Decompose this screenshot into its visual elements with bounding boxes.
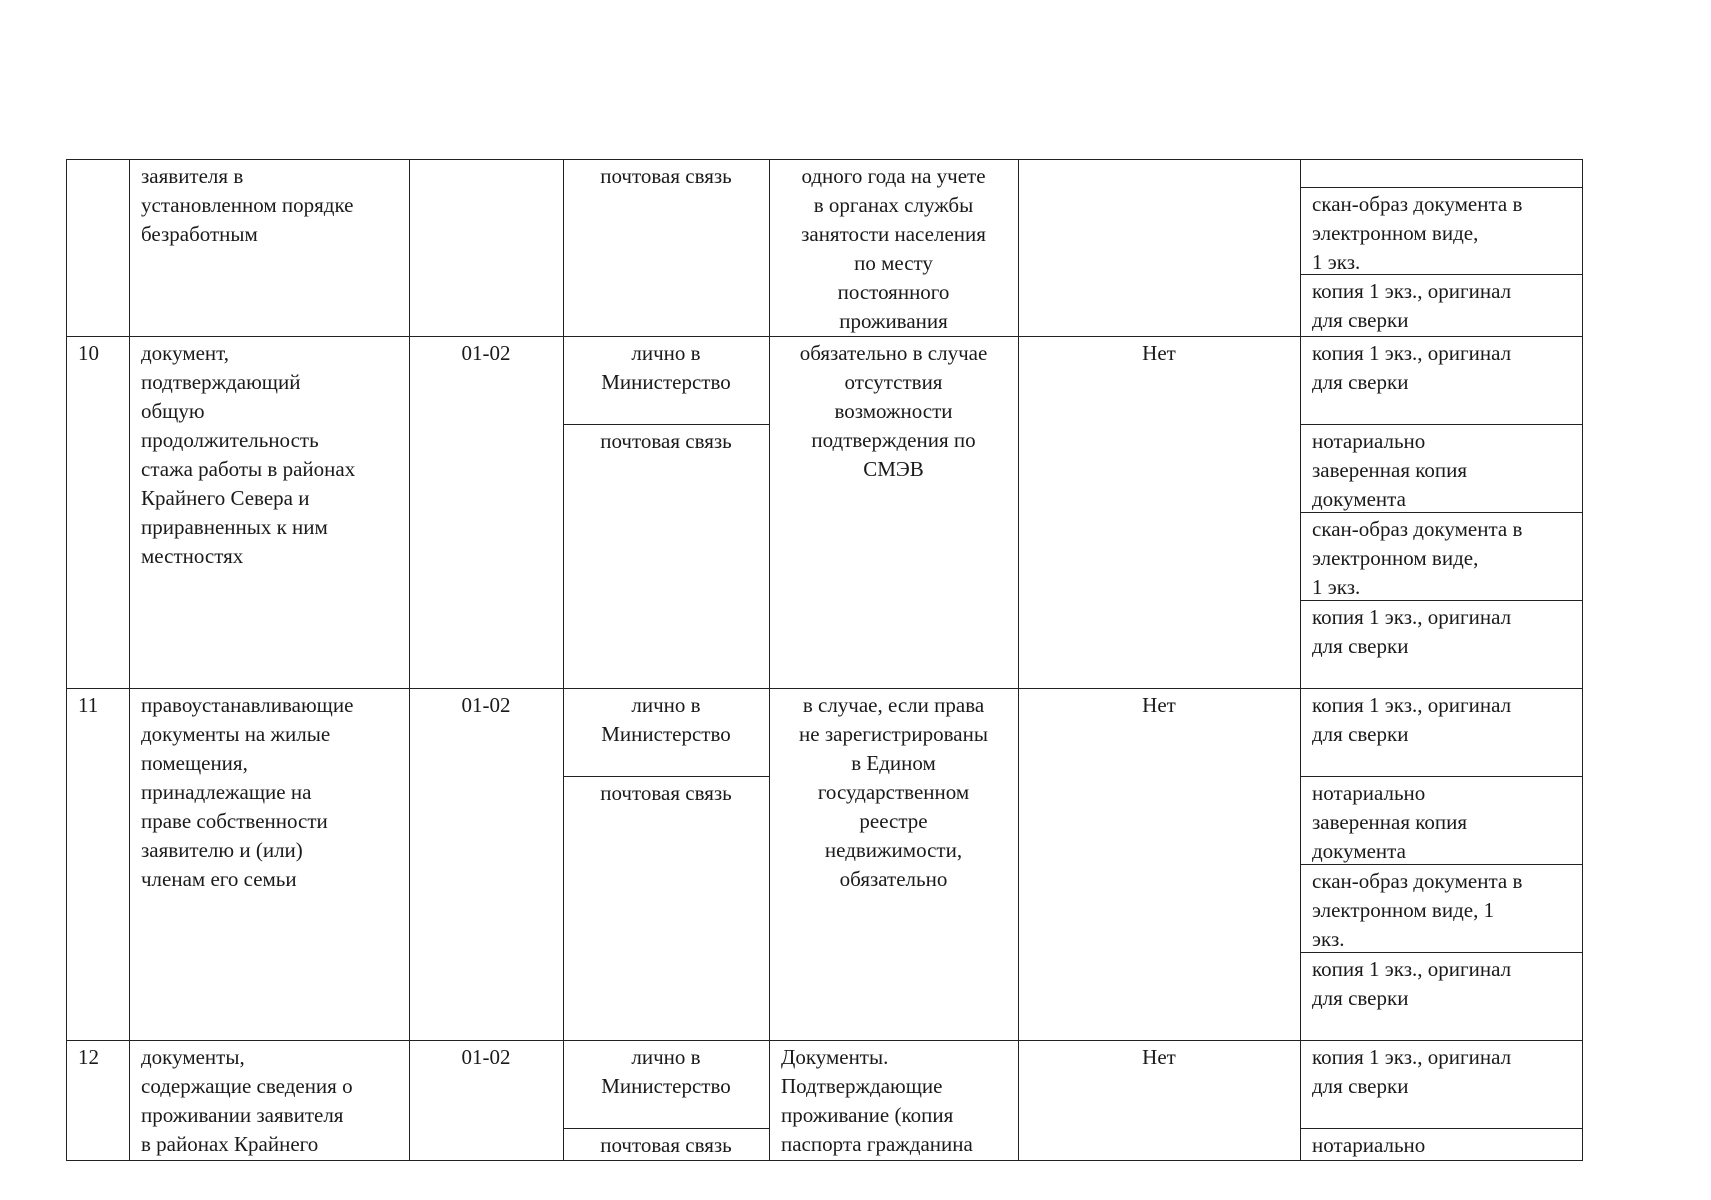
col-line-1 (129, 159, 130, 1161)
text-line: помещения, (141, 751, 248, 775)
text-line: безработным (141, 222, 258, 246)
text-line: недвижимости, (824, 838, 963, 862)
text-line: заявителю и (или) (141, 838, 303, 862)
document-name (141, 339, 355, 571)
text-line: для сверки (1312, 722, 1409, 746)
row-separator-10 (66, 336, 1582, 337)
text-line: заверенная копия (1312, 458, 1468, 482)
form-divider (1300, 776, 1582, 777)
submission-channel (563, 691, 769, 749)
text-line: для сверки (1312, 986, 1409, 1010)
document-name (141, 1043, 353, 1159)
text-line: копия 1 экз., оригинал (1312, 957, 1512, 981)
text-line: в органах службы (813, 193, 974, 217)
form-divider (1300, 187, 1582, 188)
classifier-code: 01-02 (461, 693, 511, 717)
form-divider (1300, 1128, 1582, 1129)
text-line: местностях (141, 544, 244, 568)
text-line: занятости населения (801, 222, 986, 246)
text-line: документы на жилые (141, 722, 331, 746)
text-line: 1 экз. (1312, 575, 1361, 599)
text-line: заявителя в (141, 164, 244, 188)
form-cell (1312, 339, 1574, 397)
text-line: копия 1 экз., оригинал (1312, 605, 1512, 629)
text-line: подтверждения по (811, 428, 976, 452)
form-cell (1312, 691, 1574, 749)
channel-divider-11 (563, 776, 769, 777)
text-line: одного года на учете (801, 164, 986, 188)
text-line: в районах Крайнего (141, 1132, 319, 1156)
text-line: электронном виде, 1 (1312, 898, 1495, 922)
table-top-border (66, 159, 1582, 160)
form-cell (1312, 427, 1574, 514)
text-line: для сверки (1312, 1074, 1409, 1098)
form-cell (1312, 867, 1574, 954)
submission-channel (563, 779, 769, 808)
col-line-5 (1018, 159, 1019, 1161)
text-line: копия 1 экз., оригинал (1312, 341, 1512, 365)
form-cell (1312, 779, 1574, 866)
text-line: реестре (859, 809, 928, 833)
text-line: подтверждающий (141, 370, 301, 394)
text-line: копия 1 экз., оригинал (1312, 1045, 1512, 1069)
text-line: заверенная копия (1312, 810, 1468, 834)
interaction-flag: Нет (1142, 341, 1176, 365)
text-line: паспорта гражданина (781, 1132, 973, 1156)
text-line: Подтверждающие (781, 1074, 943, 1098)
text-line: праве собственности (141, 809, 328, 833)
submission-channel (563, 162, 769, 191)
row-number: 11 (78, 693, 99, 717)
text-line: для сверки (1312, 634, 1409, 658)
text-line: отсутствия (844, 370, 943, 394)
text-line: электронном виде, (1312, 221, 1479, 245)
text-line: почтовая связь (600, 164, 732, 188)
text-line: копия 1 экз., оригинал (1312, 279, 1512, 303)
text-line: почтовая связь (600, 1133, 732, 1157)
text-line: лично в (631, 1045, 701, 1069)
condition-text (769, 339, 1018, 484)
text-line: нотариально (1312, 1133, 1426, 1157)
text-line: 1 экз. (1312, 250, 1361, 274)
text-line: электронном виде, (1312, 546, 1479, 570)
submission-channel (563, 427, 769, 456)
text-line: почтовая связь (600, 781, 732, 805)
form-cell (1312, 277, 1574, 335)
text-line: почтовая связь (600, 429, 732, 453)
form-cell (1312, 1043, 1574, 1101)
col-line-2 (409, 159, 410, 1161)
form-cell (1312, 190, 1574, 277)
text-line: общую (141, 399, 205, 423)
text-line: государственном (817, 780, 970, 804)
text-line: постоянного (837, 280, 950, 304)
text-line: Крайнего Севера и (141, 486, 310, 510)
text-line: приравненных к ним (141, 515, 328, 539)
form-divider (1300, 424, 1582, 425)
row-number: 12 (78, 1045, 99, 1069)
row-separator-11 (66, 688, 1582, 689)
text-line: Документы. (781, 1045, 889, 1069)
form-cell (1312, 603, 1574, 661)
text-line: экз. (1312, 927, 1345, 951)
text-line: проживании заявителя (141, 1103, 344, 1127)
text-line: принадлежащие на (141, 780, 312, 804)
channel-divider-10 (563, 424, 769, 425)
text-line: скан-образ документа в (1312, 192, 1523, 216)
text-line: продолжительность (141, 428, 319, 452)
document-name (141, 162, 353, 249)
text-line: по месту (854, 251, 933, 275)
text-line: скан-образ документа в (1312, 869, 1523, 893)
text-line: документа (1312, 487, 1406, 511)
text-line: возможности (834, 399, 953, 423)
text-line: лично в (631, 693, 701, 717)
text-line: Министерство (601, 722, 731, 746)
submission-channel (563, 1043, 769, 1101)
col-line-0 (66, 159, 67, 1161)
text-line: проживания (839, 309, 948, 333)
text-line: не зарегистрированы (799, 722, 988, 746)
text-line: нотариально (1312, 781, 1426, 805)
text-line: документ, (141, 341, 230, 365)
text-line: в Едином (851, 751, 936, 775)
text-line: установленном порядке (141, 193, 354, 217)
document-name (141, 691, 353, 894)
interaction-flag: Нет (1142, 1045, 1176, 1069)
text-line: в случае, если права (802, 693, 985, 717)
condition-text (781, 1043, 1011, 1159)
text-line: содержащие сведения о (141, 1074, 353, 1098)
text-line: лично в (631, 341, 701, 365)
form-cell (1312, 955, 1574, 1013)
text-line: правоустанавливающие (141, 693, 354, 717)
submission-channel (563, 339, 769, 397)
col-line-6 (1300, 159, 1301, 1161)
text-line: копия 1 экз., оригинал (1312, 693, 1512, 717)
channel-divider-12 (563, 1128, 769, 1129)
text-line: для сверки (1312, 370, 1409, 394)
table-bottom-border (66, 1160, 1582, 1161)
text-line: для сверки (1312, 308, 1409, 332)
text-line: СМЭВ (863, 457, 924, 481)
text-line: скан-образ документа в (1312, 517, 1523, 541)
text-line: Министерство (601, 370, 731, 394)
text-line: Министерство (601, 1074, 731, 1098)
classifier-code: 01-02 (461, 1045, 511, 1069)
col-line-3 (563, 159, 564, 1161)
submission-channel (563, 1131, 769, 1160)
text-line: документы, (141, 1045, 245, 1069)
text-line: обязательно (839, 867, 948, 891)
text-line: нотариально (1312, 429, 1426, 453)
text-line: членам его семьи (141, 867, 297, 891)
text-line: проживание (копия (781, 1103, 954, 1127)
row-number: 10 (78, 341, 99, 365)
condition-text (769, 162, 1018, 336)
interaction-flag: Нет (1142, 693, 1176, 717)
form-cell (1312, 515, 1574, 602)
text-line: обязательно в случае (799, 341, 988, 365)
text-line: документа (1312, 839, 1406, 863)
text-line: стажа работы в районах (141, 457, 356, 481)
col-line-7 (1582, 159, 1583, 1161)
classifier-code: 01-02 (461, 341, 511, 365)
form-cell (1312, 1131, 1574, 1160)
row-separator-12 (66, 1040, 1582, 1041)
condition-text (769, 691, 1018, 894)
